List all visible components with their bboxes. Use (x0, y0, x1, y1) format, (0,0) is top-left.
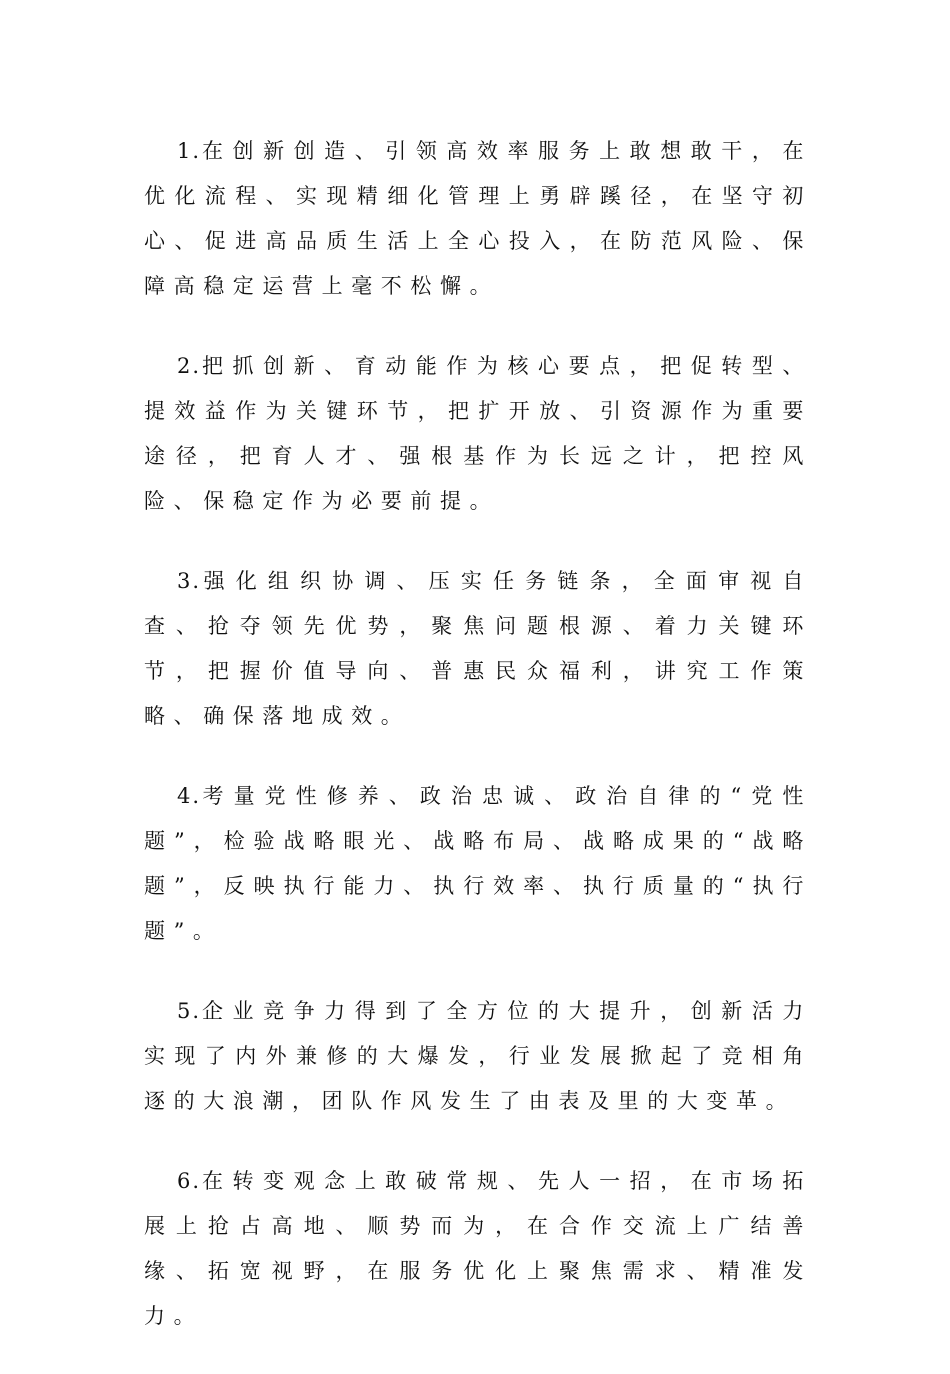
paragraph-text: 在创新创造、引领高效率服务上敢想敢干，在优化流程、实现精细化管理上勇辟蹊径，在坚守初心、促进高品质生活上全心投入，在防范风险、保障高稳定运营上毫不松懈。 (144, 139, 812, 298)
paragraph-number: 3. (177, 569, 202, 593)
paragraph-text: 在转变观念上敢破常规、先人一招，在市场拓展上抢占高地、顺势而为，在合作交流上广结善缘、拓宽视野，在服务优化上聚焦需求、精准发力。 (144, 1169, 812, 1328)
paragraph-number: 5. (177, 999, 202, 1023)
paragraph-number: 4. (177, 784, 202, 808)
paragraph-3 (144, 559, 812, 739)
paragraph-text: 企业竞争力得到了全方位的大提升，创新活力实现了内外兼修的大爆发，行业发展掀起了竞相角逐的大浪潮，团队作风发生了由表及里的大变革。 (144, 999, 812, 1113)
paragraph-text: 把抓创新、育动能作为核心要点，把促转型、提效益作为关键环节，把扩开放、引资源作为重要途径，把育人才、强根基作为长远之计，把控风险、保稳定作为必要前提。 (144, 354, 812, 513)
paragraph-1 (144, 129, 812, 309)
paragraph-number: 2. (177, 354, 202, 378)
paragraph-4 (144, 774, 812, 954)
paragraph-number: 1. (177, 139, 202, 163)
paragraph-5 (144, 989, 812, 1124)
paragraph-2 (144, 344, 812, 524)
paragraph-text: 考量党性修养、政治忠诚、政治自律的“党性题”，检验战略眼光、战略布局、战略成果的“战略题”，反映执行能力、执行效率、执行质量的“执行题”。 (144, 784, 812, 943)
document-body (144, 129, 812, 1374)
paragraph-text: 强化组织协调、压实任务链条，全面审视自查、抢夺领先优势，聚焦问题根源、着力关键环节，把握价值导向、普惠民众福利，讲究工作策略、确保落地成效。 (144, 569, 812, 728)
paragraph-number: 6. (177, 1169, 202, 1193)
paragraph-6 (144, 1159, 812, 1339)
